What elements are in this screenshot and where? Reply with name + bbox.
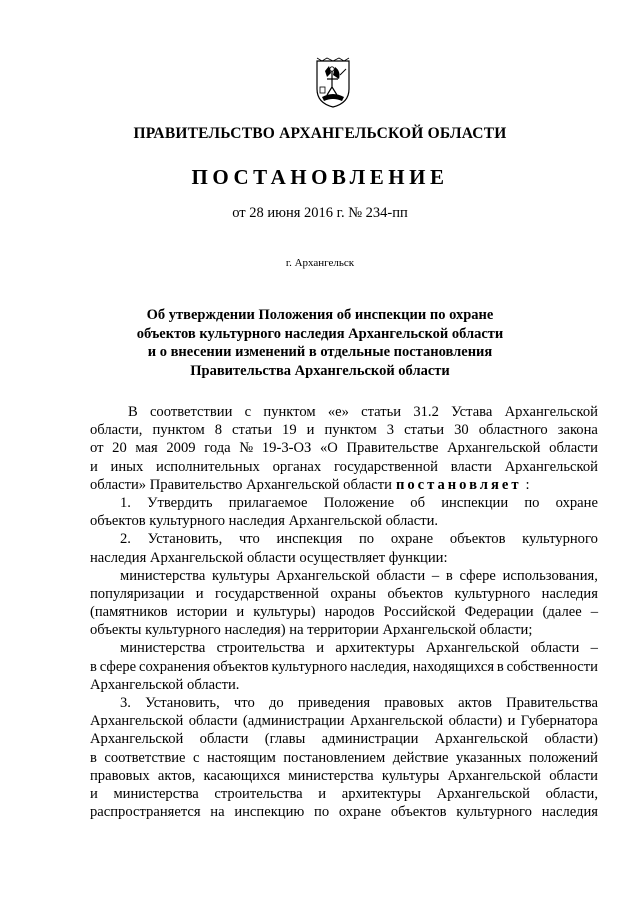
word: до bbox=[268, 695, 284, 711]
word: культурного bbox=[454, 585, 531, 602]
word: Архангельской bbox=[349, 713, 444, 730]
word: и bbox=[507, 713, 516, 730]
body-line bbox=[90, 658, 598, 676]
body-line: объекты культурного наследия) на территории Архангельской области; bbox=[90, 622, 533, 639]
word: области, bbox=[90, 422, 143, 439]
word: 2. bbox=[120, 531, 131, 548]
word: от bbox=[90, 440, 104, 457]
word: статьи bbox=[404, 422, 445, 439]
word: с bbox=[244, 404, 252, 420]
coat-of-arms-icon bbox=[313, 57, 353, 109]
word: области, bbox=[545, 785, 598, 802]
word: Архангельской bbox=[436, 785, 530, 802]
word: строительства bbox=[216, 640, 305, 657]
word: актов, bbox=[157, 767, 196, 784]
word: 31.2 bbox=[413, 404, 439, 420]
document-type: ПОСТАНОВЛЕНИЕ bbox=[191, 165, 449, 189]
word: органах bbox=[272, 458, 322, 475]
organization-name: ПРАВИТЕЛЬСТВО АРХАНГЕЛЬСКОЙ ОБЛАСТИ bbox=[133, 125, 507, 142]
word: в bbox=[90, 749, 97, 766]
word: мая bbox=[135, 440, 158, 457]
word: Архангельской bbox=[276, 567, 370, 584]
body-line bbox=[90, 767, 598, 785]
body-line bbox=[90, 639, 598, 657]
word: приведения bbox=[297, 695, 371, 711]
word: в bbox=[90, 658, 97, 675]
word: сфере bbox=[459, 567, 496, 584]
word: области) bbox=[448, 713, 503, 730]
word: – bbox=[431, 567, 440, 584]
word: Архангельской bbox=[425, 640, 520, 657]
word: года bbox=[204, 440, 231, 457]
word: объектов bbox=[449, 531, 506, 548]
word: популяризации bbox=[90, 585, 185, 602]
body-text: области» Правительство Архангельской области bbox=[90, 476, 392, 493]
word: и bbox=[195, 585, 204, 602]
word: инспекция bbox=[276, 531, 343, 548]
word: и bbox=[90, 458, 98, 475]
word: правовых bbox=[384, 695, 444, 711]
word: пунктом bbox=[324, 422, 377, 439]
date-number: от 28 июня 2016 г. № 234-пп bbox=[232, 205, 408, 221]
word: Архангельской bbox=[504, 458, 598, 475]
word: сохранения bbox=[139, 658, 211, 675]
body-line bbox=[90, 403, 598, 421]
body-line bbox=[90, 585, 598, 603]
body-line: Архангельской области. bbox=[90, 676, 240, 693]
word: архитектуры bbox=[341, 785, 421, 802]
body-line bbox=[90, 421, 598, 439]
word: культурного bbox=[271, 658, 348, 675]
document-title bbox=[0, 306, 640, 380]
word: закона bbox=[557, 422, 598, 439]
word: № bbox=[239, 440, 254, 457]
word: что bbox=[238, 531, 260, 548]
word: Установить, bbox=[147, 531, 223, 548]
word: Архангельской bbox=[90, 713, 184, 730]
word: соответствии bbox=[149, 404, 233, 420]
body-line bbox=[90, 476, 598, 494]
word: Положение bbox=[323, 494, 395, 511]
word: правовых bbox=[90, 767, 150, 784]
word: действие bbox=[392, 749, 449, 766]
word: культуры bbox=[212, 567, 270, 584]
word: наследия bbox=[541, 585, 598, 602]
word: по bbox=[359, 531, 375, 548]
document-body bbox=[90, 403, 598, 821]
city: г. Архангельск bbox=[285, 257, 355, 269]
word: пунктом bbox=[152, 422, 205, 439]
word: государственной bbox=[214, 585, 319, 602]
word: В bbox=[128, 404, 138, 420]
word: Архангельской bbox=[447, 767, 541, 784]
word: области bbox=[188, 713, 238, 730]
word: распространяется bbox=[90, 804, 201, 821]
word: области) bbox=[544, 731, 598, 748]
word: области bbox=[530, 640, 580, 657]
word: охране bbox=[390, 531, 434, 548]
word: министерства bbox=[120, 567, 206, 584]
word: и bbox=[90, 785, 98, 802]
word: постановлением bbox=[283, 749, 386, 766]
word: культурного bbox=[522, 531, 598, 548]
word: наследия bbox=[541, 804, 598, 821]
body-line bbox=[90, 458, 598, 476]
body-line bbox=[90, 439, 598, 457]
body-line bbox=[90, 803, 598, 821]
body-line bbox=[90, 567, 598, 585]
title-line: Об утверждении Положения об инспекции по охране bbox=[146, 307, 494, 323]
word: и bbox=[316, 640, 325, 657]
word: находящихся bbox=[412, 658, 495, 675]
word: собственности bbox=[506, 658, 598, 675]
body-line bbox=[90, 730, 598, 748]
title-line: объектов культурного наследия Архангельской области bbox=[136, 325, 504, 342]
word: Архангельской bbox=[504, 404, 598, 420]
word: области bbox=[199, 731, 249, 748]
word: «е» bbox=[327, 404, 349, 420]
word: архитектуры bbox=[335, 640, 415, 657]
word: Архангельской bbox=[447, 440, 541, 457]
word: 3. bbox=[120, 695, 131, 711]
word: иных bbox=[110, 458, 144, 475]
word: Установить, bbox=[145, 695, 220, 711]
word: актов bbox=[458, 695, 492, 711]
word: министерства bbox=[120, 640, 206, 657]
word: области bbox=[549, 767, 598, 784]
word: администрации bbox=[321, 731, 419, 748]
word: статьи bbox=[361, 404, 402, 420]
word: Устава bbox=[451, 404, 493, 420]
word: 3 bbox=[386, 422, 395, 439]
body-line bbox=[90, 712, 598, 730]
word: исполнительных bbox=[156, 458, 260, 475]
word: пунктом bbox=[263, 404, 316, 420]
word: охране bbox=[338, 804, 382, 821]
word: (администрации bbox=[242, 713, 345, 730]
word: охраны bbox=[330, 585, 377, 602]
word: 19 bbox=[282, 422, 297, 439]
body-line bbox=[90, 785, 598, 803]
word: указанных bbox=[455, 749, 522, 766]
word: 30 bbox=[454, 422, 469, 439]
word: (далее bbox=[542, 604, 582, 621]
body-line bbox=[90, 530, 598, 548]
decrees-word: постановляет bbox=[395, 476, 522, 493]
word: прилагаемое bbox=[228, 494, 308, 511]
word: 2009 bbox=[166, 440, 196, 457]
word: культуры) bbox=[253, 604, 316, 621]
word: Утвердить bbox=[147, 494, 213, 511]
word: Правительстве bbox=[346, 440, 439, 457]
word: 8 bbox=[214, 422, 223, 439]
word: по bbox=[524, 494, 540, 511]
word: в bbox=[445, 567, 453, 584]
word: инспекцию bbox=[234, 804, 305, 821]
word: Архангельской bbox=[90, 731, 184, 748]
word: настоящим bbox=[206, 749, 276, 766]
word: министерства bbox=[113, 785, 199, 802]
word: (главы bbox=[264, 731, 306, 748]
body-line: объектов культурного наследия Архангельской области. bbox=[90, 513, 439, 530]
word: Российской bbox=[383, 604, 456, 621]
word: объектов bbox=[387, 585, 444, 602]
word: инспекции bbox=[441, 494, 509, 511]
body-line bbox=[90, 603, 598, 621]
word: и bbox=[318, 785, 327, 802]
word: 20 bbox=[112, 440, 127, 457]
word: (памятников bbox=[90, 604, 168, 621]
word: 1. bbox=[120, 494, 131, 511]
word: объектов bbox=[212, 658, 269, 675]
word: культурного bbox=[456, 804, 532, 821]
word: в bbox=[496, 658, 504, 675]
word: объектов bbox=[390, 804, 447, 821]
word: «О bbox=[320, 440, 338, 457]
word: области bbox=[376, 567, 426, 584]
word: и bbox=[306, 422, 315, 439]
word: касающихся bbox=[203, 767, 281, 784]
word: статьи bbox=[232, 422, 273, 439]
body-line bbox=[90, 494, 598, 512]
word: положений bbox=[529, 749, 598, 766]
word: Правительства bbox=[506, 695, 598, 711]
word: Губернатора bbox=[520, 713, 598, 730]
word: культуры bbox=[381, 767, 440, 784]
word: народов bbox=[324, 604, 375, 621]
word: сфере bbox=[99, 658, 137, 675]
word: что bbox=[233, 695, 255, 711]
title-line: Правительства Архангельской области bbox=[190, 362, 450, 379]
word: строительства bbox=[214, 785, 303, 802]
word: Федерации bbox=[464, 604, 534, 621]
word: – bbox=[590, 604, 598, 621]
word: Архангельской bbox=[434, 731, 529, 748]
word: по bbox=[314, 804, 330, 821]
body-text: : bbox=[525, 476, 530, 493]
word: области bbox=[549, 440, 598, 457]
word: министерства bbox=[288, 767, 374, 784]
word: власти bbox=[450, 458, 492, 475]
word: и bbox=[236, 604, 245, 621]
title-line: и о внесении изменений в отдельные постановления bbox=[147, 344, 493, 360]
word: 19-3-ОЗ bbox=[261, 440, 312, 457]
word: – bbox=[590, 640, 598, 657]
word: об bbox=[410, 494, 426, 511]
word: соответствие bbox=[104, 749, 186, 766]
word: с bbox=[192, 749, 200, 766]
word: истории bbox=[176, 604, 228, 621]
word: наследия, bbox=[350, 658, 411, 675]
body-line: наследия Архангельской области осуществляет функции: bbox=[90, 549, 448, 566]
body-line bbox=[90, 694, 598, 712]
word: охране bbox=[555, 494, 598, 511]
body-line bbox=[90, 749, 598, 767]
word: областного bbox=[478, 422, 548, 439]
word: использования, bbox=[502, 567, 598, 584]
word: на bbox=[210, 804, 225, 821]
word: государственной bbox=[333, 458, 438, 475]
